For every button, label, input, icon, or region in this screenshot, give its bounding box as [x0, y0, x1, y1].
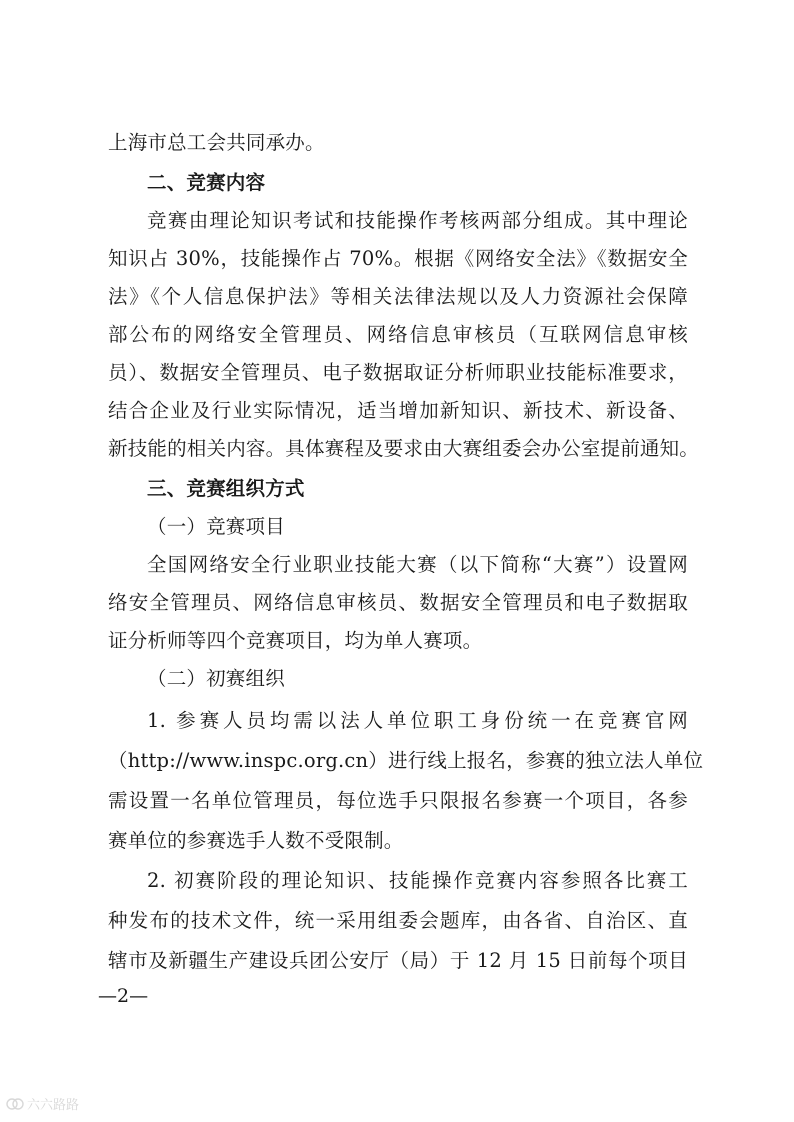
body-line-13: 络安全管理员、网络信息审核员、数据安全管理员和电子数据取: [108, 591, 688, 614]
section-heading-organization: 三、竞赛组织方式: [147, 477, 305, 500]
body-line-21: 种发布的技术文件，统一采用组委会题库，由各省、自治区、直: [108, 909, 688, 932]
body-line-20: 2. 初赛阶段的理论知识、技能操作竞赛内容参照各比赛工: [147, 869, 688, 892]
section-heading-content: 二、竞赛内容: [147, 171, 266, 194]
body-line-17: （http://www.inspc.org.cn）进行线上报名，参赛的独立法人单位: [108, 749, 704, 772]
body-line-16: 1. 参赛人员均需以法人单位职工身份统一在竞赛官网: [147, 709, 688, 732]
body-line-9: 新技能的相关内容。具体赛程及要求由大赛组委会办公室提前通知。: [108, 437, 700, 460]
watermark: [6, 1094, 79, 1113]
body-line-3: 竞赛由理论知识考试和技能操作考核两部分组成。其中理论: [147, 209, 688, 232]
subsection-heading-preliminary: （二）初赛组织: [147, 667, 285, 690]
page-number: —2—: [98, 985, 149, 1007]
body-line-22: 辖市及新疆生产建设兵团公安厅（局）于 12 月 15 日前每个项目: [108, 949, 688, 972]
body-line-4: 知识占 30%，技能操作占 70%。根据《网络安全法》《数据安全: [108, 247, 688, 270]
body-line-8: 结合企业及行业实际情况，适当增加新知识、新技术、新设备、: [108, 399, 688, 422]
body-line-14: 证分析师等四个竞赛项目，均为单人赛项。: [108, 629, 483, 652]
body-line-1: 上海市总工会共同承办。: [108, 131, 325, 154]
body-line-5: 法》《个人信息保护法》等相关法律法规以及人力资源社会保障: [108, 285, 688, 308]
body-line-7: 员）、数据安全管理员、电子数据取证分析师职业技能标准要求，: [108, 361, 688, 384]
body-line-12: 全国网络安全行业职业技能大赛（以下简称“大赛”）设置网: [147, 553, 688, 576]
subsection-heading-items: （一）竞赛项目: [147, 515, 285, 538]
body-line-6: 部公布的网络安全管理员、网络信息审核员（互联网信息审核: [108, 323, 688, 346]
watermark-logo-icon: [6, 1097, 24, 1111]
body-line-18: 需设置一名单位管理员，每位选手只限报名参赛一个项目，各参: [108, 789, 688, 812]
body-line-19: 赛单位的参赛选手人数不受限制。: [108, 829, 404, 852]
watermark-text: 六六路路: [27, 1098, 80, 1113]
